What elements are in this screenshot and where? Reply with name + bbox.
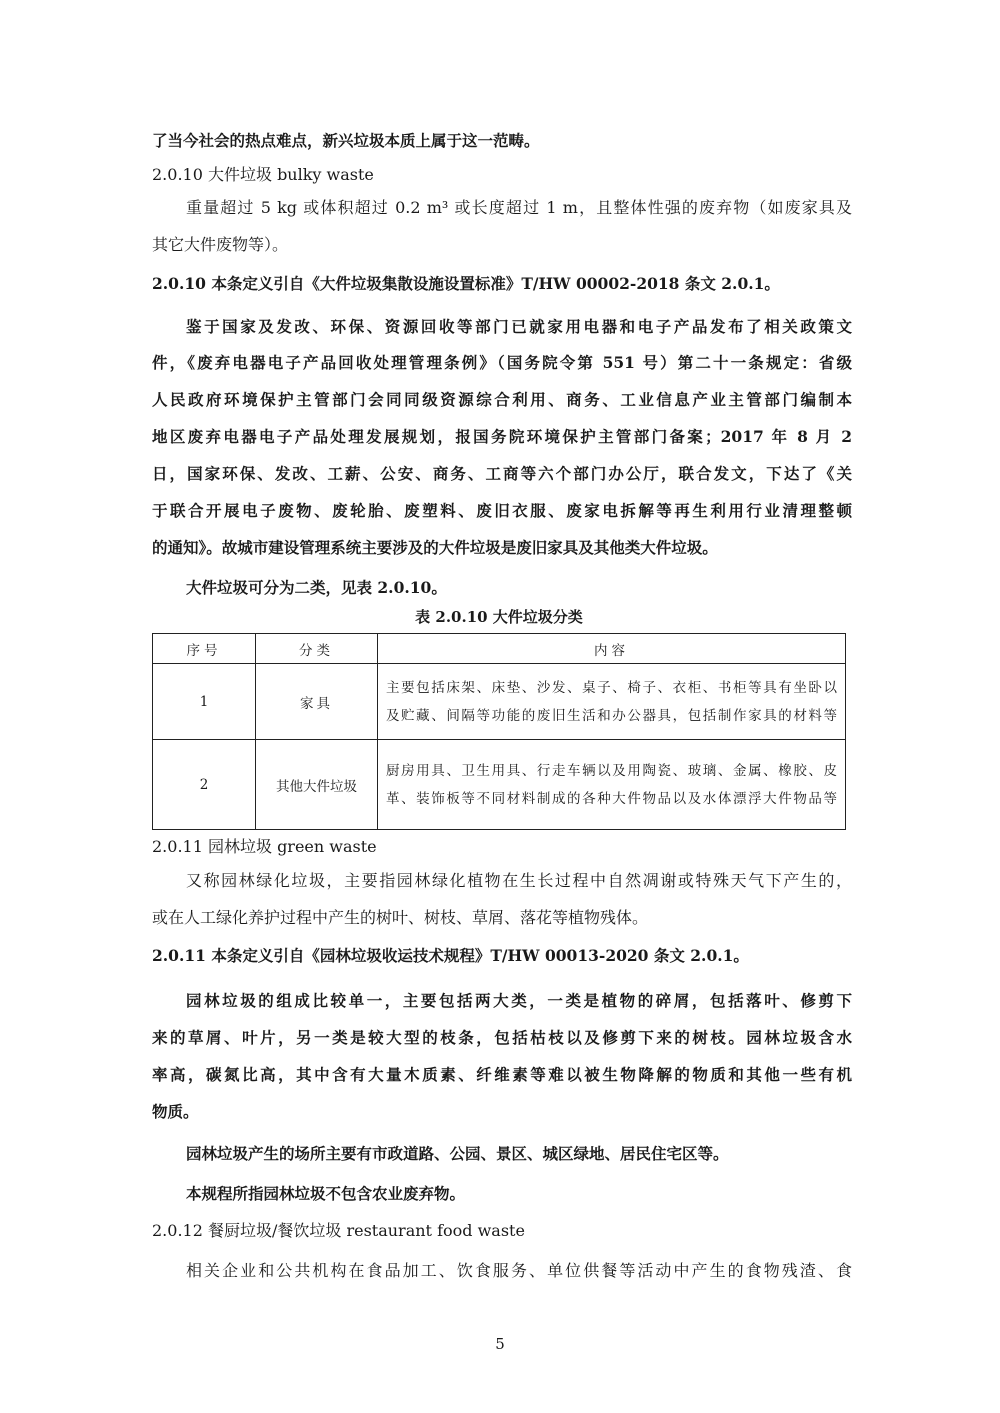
column-header-category: 分类 xyxy=(256,634,378,664)
term-heading-restaurant-food-waste: 2.0.12 餐厨垃圾/餐饮垃圾 restaurant food waste xyxy=(152,1221,525,1240)
row-content-line: 主要包括床架、床垫、沙发、桌子、椅子、衣柜、书柜等具有坐卧以 xyxy=(386,679,837,696)
page-number: 5 xyxy=(495,1335,505,1353)
explanation-line: 地区废弃电器电子产品处理发展规划，报国务院环境保护主管部门备案；2017 年 8 月 2 xyxy=(152,427,852,446)
table-caption: 表 2.0.10 大件垃圾分类 xyxy=(415,608,583,626)
column-header-content: 内容 xyxy=(378,634,846,664)
bulky-waste-classification-table xyxy=(152,633,846,830)
row-content-line: 革、装饰板等不同材料制成的各种大件物品以及水体漂浮大件物品等 xyxy=(386,790,837,807)
definition-line: 其它大件废物等）。 xyxy=(152,235,289,254)
row-number: 1 xyxy=(153,664,256,740)
row-content xyxy=(378,740,846,830)
explanation-heading: 2.0.10 本条定义引自《大件垃圾集散设施设置标准》T/HW 00002-2018 条文 2.0.1。 xyxy=(152,274,780,293)
explanation-line: 件，《废弃电器电子产品回收处理管理条例》（国务院令第 551 号）第二十一条规定：省级 xyxy=(152,353,852,372)
explanation-line: 园林垃圾的组成比较单一，主要包括两大类，一类是植物的碎屑，包括落叶、修剪下 xyxy=(186,991,852,1010)
explanation-heading: 2.0.11 本条定义引自《园林垃圾收运技术规程》T/HW 00013-2020 条文 2.0.1。 xyxy=(152,946,749,965)
term-heading-bulky-waste: 2.0.10 大件垃圾 bulky waste xyxy=(152,165,374,184)
explanation-line: 人民政府环境保护主管部门会同同级资源综合利用、商务、工业信息产业主管部门编制本 xyxy=(152,390,852,409)
explanation-line: 的通知》。故城市建设管理系统主要涉及的大件垃圾是废旧家具及其他类大件垃圾。 xyxy=(152,538,718,557)
table-row xyxy=(153,664,846,740)
explanation-line: 日，国家环保、发改、工薪、公安、商务、工商等六个部门办公厅，联合发文，下达了《关 xyxy=(152,464,852,483)
row-content-line: 及贮藏、间隔等功能的废旧生活和办公器具，包括制作家具的材料等 xyxy=(386,707,837,724)
row-content xyxy=(378,664,846,740)
definition-line: 相关企业和公共机构在食品加工、饮食服务、单位供餐等活动中产生的食物残渣、食 xyxy=(186,1261,852,1280)
row-content-line: 厨房用具、卫生用具、行走车辆以及用陶瓷、玻璃、金属、橡胶、皮 xyxy=(386,762,837,779)
definition-line: 或在人工绿化养护过程中产生的树叶、树枝、草屑、落花等植物残体。 xyxy=(152,908,649,927)
term-heading-green-waste: 2.0.11 园林垃圾 green waste xyxy=(152,837,377,856)
paragraph-continuation: 了当今社会的热点难点，新兴垃圾本质上属于这一范畴。 xyxy=(152,131,540,150)
row-category: 家具 xyxy=(256,664,378,740)
table-header-row xyxy=(153,634,846,664)
row-category: 其他大件垃圾 xyxy=(256,740,378,830)
explanation-line: 来的草屑、叶片，另一类是较大型的枝条，包括枯枝以及修剪下来的树枝。园林垃圾含水 xyxy=(152,1028,852,1047)
classes-sentence: 大件垃圾可分为二类，见表 2.0.10。 xyxy=(186,578,447,597)
explanation-line: 于联合开展电子废物、废轮胎、废塑料、废旧衣服、废家电拆解等再生利用行业清理整顿 xyxy=(152,501,852,520)
explanation-line: 鉴于国家及发改、环保、资源回收等部门已就家用电器和电子产品发布了相关政策文 xyxy=(186,317,852,336)
explanation-line: 率高，碳氮比高，其中含有大量木质素、纤维素等难以被生物降解的物质和其他一些有机 xyxy=(152,1065,852,1084)
explanation-line: 物质。 xyxy=(152,1102,199,1121)
row-number: 2 xyxy=(153,740,256,830)
definition-line: 重量超过 5 kg 或体积超过 0.2 m³ 或长度超过 1 m，且整体性强的废弃物（如废家具及 xyxy=(186,198,852,217)
column-header-number: 序号 xyxy=(153,634,256,664)
places-sentence: 园林垃圾产生的场所主要有市政道路、公园、景区、城区绿地、居民住宅区等。 xyxy=(186,1144,729,1163)
table-row xyxy=(153,740,846,830)
scope-note: 本规程所指园林垃圾不包含农业废弃物。 xyxy=(186,1184,466,1203)
definition-line: 又称园林绿化垃圾，主要指园林绿化植物在生长过程中自然凋谢或特殊天气下产生的， xyxy=(186,871,852,890)
